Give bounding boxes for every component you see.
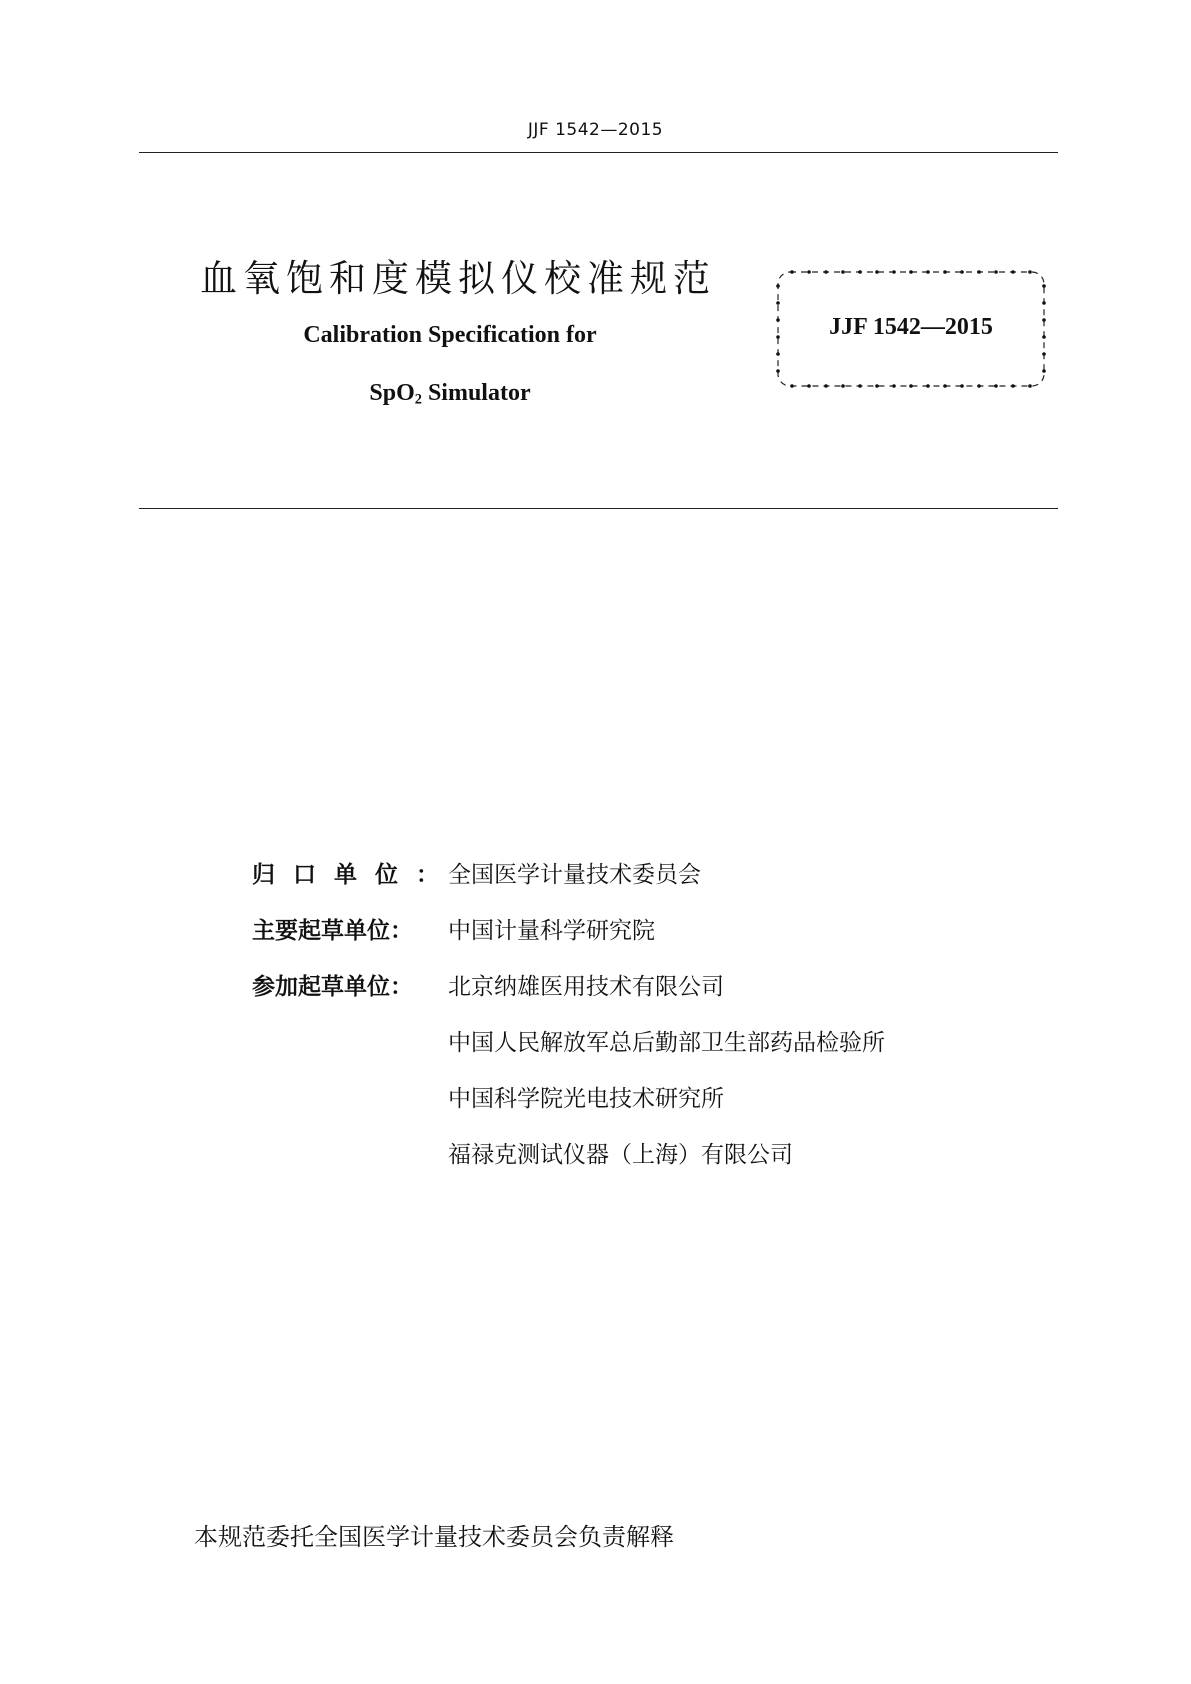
unit-value-participating-2: 中国人民解放军总后勤部卫生部药品检验所 <box>448 1030 885 1056</box>
badge-dot-icon <box>943 384 947 388</box>
badge-dot-icon <box>892 384 896 388</box>
title-english-spo: SpO <box>369 380 415 406</box>
badge-dot-icon <box>1028 384 1032 388</box>
badge-dot-icon <box>858 270 862 274</box>
badge-dot-icon <box>926 384 930 388</box>
badge-dot-icon <box>994 384 998 388</box>
badge-dot-icon <box>1028 270 1032 274</box>
badge-dot-icon <box>875 384 879 388</box>
badge-dot-icon <box>926 270 930 274</box>
badge-dot-icon <box>1042 301 1046 305</box>
badge-code: JJF 1542—2015 <box>829 314 993 340</box>
badge-dot-icon <box>1042 369 1046 373</box>
badge-dot-icon <box>776 352 780 356</box>
badge-dot-icon <box>943 270 947 274</box>
unit-value-participating-1: 北京纳雄医用技术有限公司 <box>448 974 724 1000</box>
badge-dot-icon <box>1042 284 1046 288</box>
unit-label-main-drafter: 主要起草单位： <box>252 918 413 944</box>
title-english-subscript: 2 <box>414 391 422 408</box>
unit-value-responsible: 全国医学计量技术委员会 <box>448 862 701 888</box>
badge-dot-icon <box>841 384 845 388</box>
badge-dot-icon <box>824 384 828 388</box>
unit-label-participating: 参加起草单位： <box>252 974 413 1000</box>
unit-value-participating-3: 中国科学院光电技术研究所 <box>448 1086 724 1112</box>
badge-dot-icon <box>790 384 794 388</box>
title-english-line1: Calibration Specification for <box>303 322 597 348</box>
badge-dot-icon <box>960 384 964 388</box>
title-english-line2 <box>180 380 720 409</box>
badge-dot-icon <box>824 270 828 274</box>
badge-dot-icon <box>776 369 780 373</box>
title-english-simulator: Simulator <box>421 380 531 406</box>
badge-dot-icon <box>807 384 811 388</box>
badge-dot-icon <box>994 270 998 274</box>
unit-label-responsible: 归口单位： <box>252 862 457 888</box>
interpretation-note: 本规范委托全国医学计量技术委员会负责解释 <box>194 1523 674 1551</box>
header-standard-code: JJF 1542—2015 <box>527 120 664 140</box>
unit-value-participating-4: 福禄克测试仪器（上海）有限公司 <box>448 1142 793 1168</box>
badge-dot-icon <box>909 270 913 274</box>
standard-code-badge <box>774 268 1048 390</box>
badge-dot-icon <box>841 270 845 274</box>
badge-dot-icon <box>1011 270 1015 274</box>
badge-dot-icon <box>807 270 811 274</box>
badge-dot-icon <box>977 384 981 388</box>
badge-dot-icon <box>776 284 780 288</box>
badge-dot-icon <box>1042 352 1046 356</box>
badge-dot-icon <box>790 270 794 274</box>
unit-value-main-drafter: 中国计量科学研究院 <box>448 918 655 944</box>
title-bottom-rule <box>139 508 1058 509</box>
badge-dot-icon <box>909 384 913 388</box>
badge-dot-icon <box>960 270 964 274</box>
badge-dot-icon <box>892 270 896 274</box>
badge-dot-icon <box>776 301 780 305</box>
header-rule <box>139 152 1058 153</box>
badge-dot-icon <box>1011 384 1015 388</box>
badge-dot-icon <box>858 384 862 388</box>
badge-dot-icon <box>977 270 981 274</box>
title-chinese: 血氧饱和度模拟仪校准规范 <box>200 257 716 300</box>
badge-dot-icon <box>875 270 879 274</box>
